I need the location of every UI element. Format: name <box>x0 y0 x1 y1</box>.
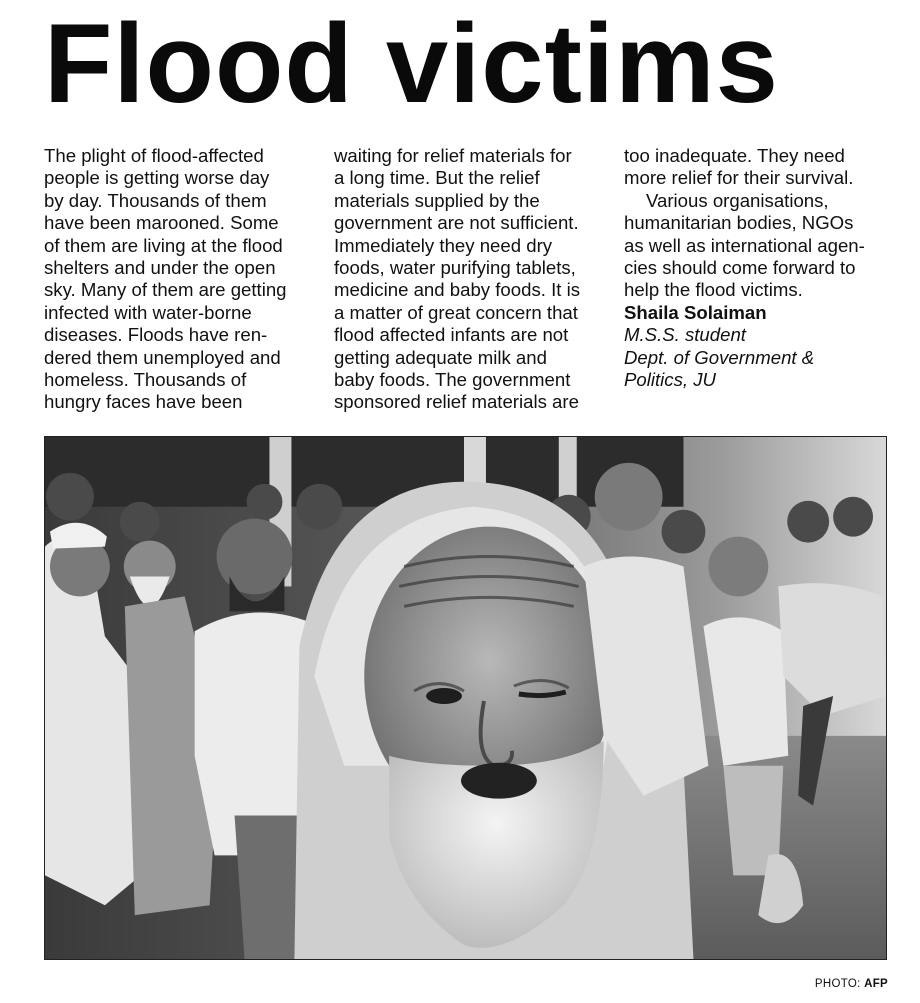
text-line: sponsored relief materials are <box>334 391 579 413</box>
text-line: of them are living at the flood <box>44 234 283 256</box>
headline: Flood victims <box>44 1 779 126</box>
text-line: as well as international agen- <box>624 234 865 256</box>
text-line: medicine and baby foods. It is <box>334 279 580 301</box>
text-line: by day. Thousands of them <box>44 189 267 211</box>
text-line: humanitarian bodies, NGOs <box>624 212 854 234</box>
text-line: too inadequate. They need <box>624 145 845 166</box>
news-photo-illustration <box>45 437 886 959</box>
text-line: waiting for relief materials for <box>334 145 572 166</box>
text-line: more relief for their survival. <box>624 167 854 189</box>
text-line: foods, water purifying tablets, <box>334 257 576 279</box>
photo-credit-source: AFP <box>864 978 888 990</box>
text-line: homeless. Thousands of <box>44 369 247 391</box>
text-line: getting adequate milk and <box>334 346 547 368</box>
text-line: a long time. But the relief <box>334 167 540 189</box>
article-column-2 <box>334 145 596 414</box>
text-line: flood affected infants are not <box>334 324 569 346</box>
text-line: cies should come forward to <box>624 257 856 279</box>
author-affiliation-line: M.S.S. student <box>624 324 746 346</box>
text-line: diseases. Floods have ren- <box>44 324 268 346</box>
paragraph-2 <box>624 190 886 302</box>
text-line: dered them unemployed and <box>44 346 281 368</box>
text-line: Immediately they need dry <box>334 234 553 256</box>
text-line: Various organisations, <box>646 189 829 211</box>
author-name: Shaila Solaiman <box>624 301 767 323</box>
photo-credit <box>815 978 888 990</box>
text-line: help the flood victims. <box>624 279 803 301</box>
paragraph-1-part-3 <box>624 145 886 190</box>
news-photo <box>44 436 887 960</box>
photo-credit-label: PHOTO: <box>814 978 861 990</box>
text-line: sky. Many of them are getting <box>44 279 287 301</box>
article-column-1 <box>44 145 306 414</box>
author-affiliation-line: Politics, JU <box>624 369 716 391</box>
text-line: The plight of flood-affected <box>44 145 264 166</box>
paragraph-1-part-1 <box>44 145 306 414</box>
text-line: government are not sufficient. <box>334 212 579 234</box>
text-line: materials supplied by the <box>334 189 540 211</box>
text-line: a matter of great concern that <box>334 301 578 323</box>
article-column-3 <box>624 145 886 391</box>
text-line: people is getting worse day <box>44 167 270 189</box>
text-line: infected with water-borne <box>44 301 252 323</box>
author-affiliation-line: Dept. of Government & <box>624 346 815 368</box>
text-line: baby foods. The government <box>334 369 571 391</box>
paragraph-1-part-2 <box>334 145 596 414</box>
text-line: hungry faces have been <box>44 391 243 413</box>
text-line: shelters and under the open <box>44 257 276 279</box>
text-line: have been marooned. Some <box>44 212 279 234</box>
